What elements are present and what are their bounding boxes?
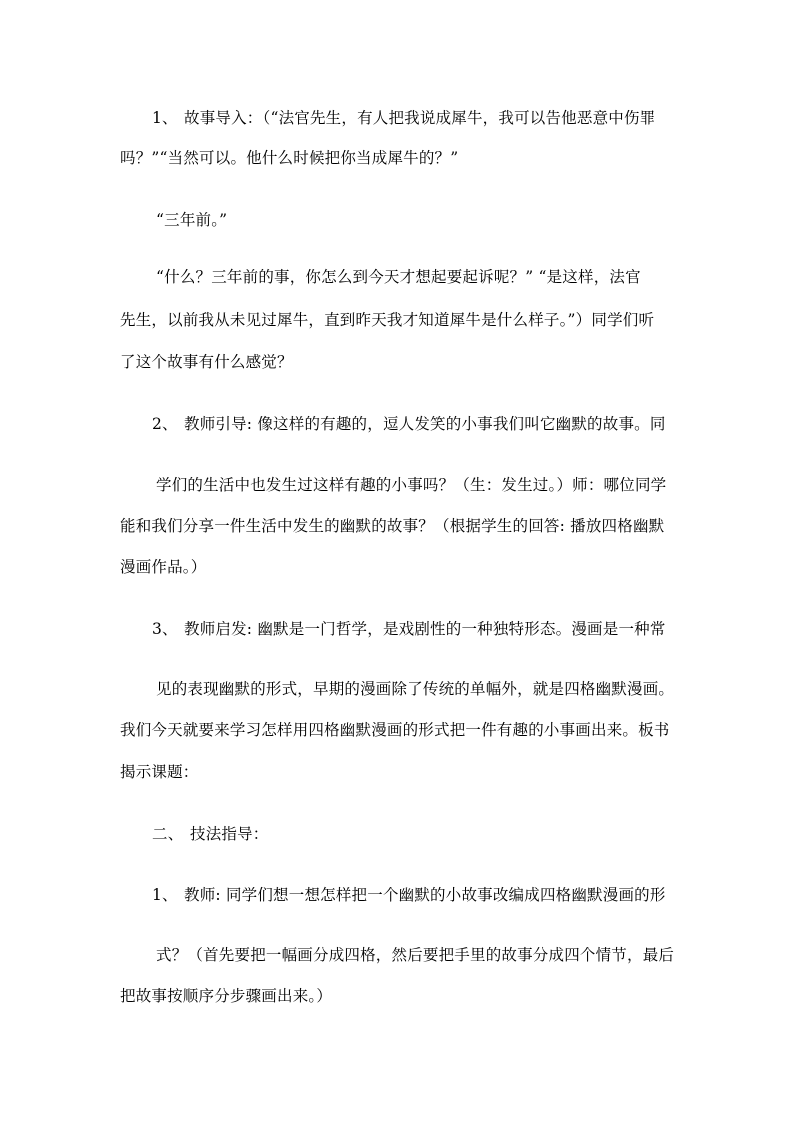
section-heading-text: 技法指导： xyxy=(190,825,269,843)
paragraph-3-line-2: 先生，以前我从未见过犀牛，直到昨天我才知道犀牛是什么样子。”）同学们听 xyxy=(120,311,655,329)
section-heading-number: 二、 xyxy=(152,825,184,843)
paragraph-7-text-1: 教师: 同学们想一想怎样把一个幽默的小故事改编成四格幽默漫画的形 xyxy=(184,886,666,904)
paragraph-1-number: 1、 xyxy=(152,109,178,127)
paragraph-5-text-1: 教师启发: 幽默是一门哲学，是戏剧性的一种独特形态。漫画是一种常 xyxy=(184,620,666,638)
paragraph-2-line-1: “三年前。” xyxy=(156,211,228,229)
paragraph-4-number: 2、 xyxy=(152,415,178,433)
paragraph-7-line-1 xyxy=(152,885,666,905)
paragraph-4-line-2: 学们的生活中也发生过这样有趣的小事吗？（生：发生过。）师：哪位同学 xyxy=(156,476,667,494)
paragraph-1-line-2: 吗？”“当然可以。他什么时候把你当成犀牛的？” xyxy=(120,149,459,167)
paragraph-5-line-1 xyxy=(152,619,666,639)
section-heading-line xyxy=(152,824,269,844)
paragraph-4-line-1 xyxy=(152,414,666,434)
paragraph-3-line-3: 了这个故事有什么感觉？ xyxy=(120,353,293,371)
paragraph-5-line-3: 我们今天就要来学习怎样用四格幽默漫画的形式把一件有趣的小事画出来。板书 xyxy=(120,721,670,739)
paragraph-5-line-2: 见的表现幽默的形式，早期的漫画除了传统的单幅外，就是四格幽默漫画。 xyxy=(156,680,675,698)
paragraph-4-line-3: 能和我们分享一件生活中发生的幽默的故事？（根据学生的回答: 播放四格幽默 xyxy=(120,517,665,535)
paragraph-7-number: 1、 xyxy=(152,886,178,904)
paragraph-1-text-1: 故事导入：（“法官先生，有人把我说成犀牛，我可以告他恶意中伤罪 xyxy=(184,109,656,127)
paragraph-7-line-2: 式？（首先要把一幅画分成四格，然后要把手里的故事分成四个情节，最后 xyxy=(156,946,675,964)
paragraph-4-line-4: 漫画作品。） xyxy=(120,558,207,576)
paragraph-7-line-3: 把故事按顺序分步骤画出来。） xyxy=(120,987,333,1005)
paragraph-5-line-4: 揭示课题： xyxy=(120,763,199,781)
paragraph-1-line-1 xyxy=(152,108,655,128)
paragraph-3-line-1: “什么？三年前的事，你怎么到今天才想起要起诉呢？” “是这样，法官 xyxy=(156,268,641,286)
paragraph-4-text-1: 教师引导: 像这样的有趣的，逗人发笑的小事我们叫它幽默的故事。同 xyxy=(184,415,666,433)
paragraph-5-number: 3、 xyxy=(152,620,178,638)
